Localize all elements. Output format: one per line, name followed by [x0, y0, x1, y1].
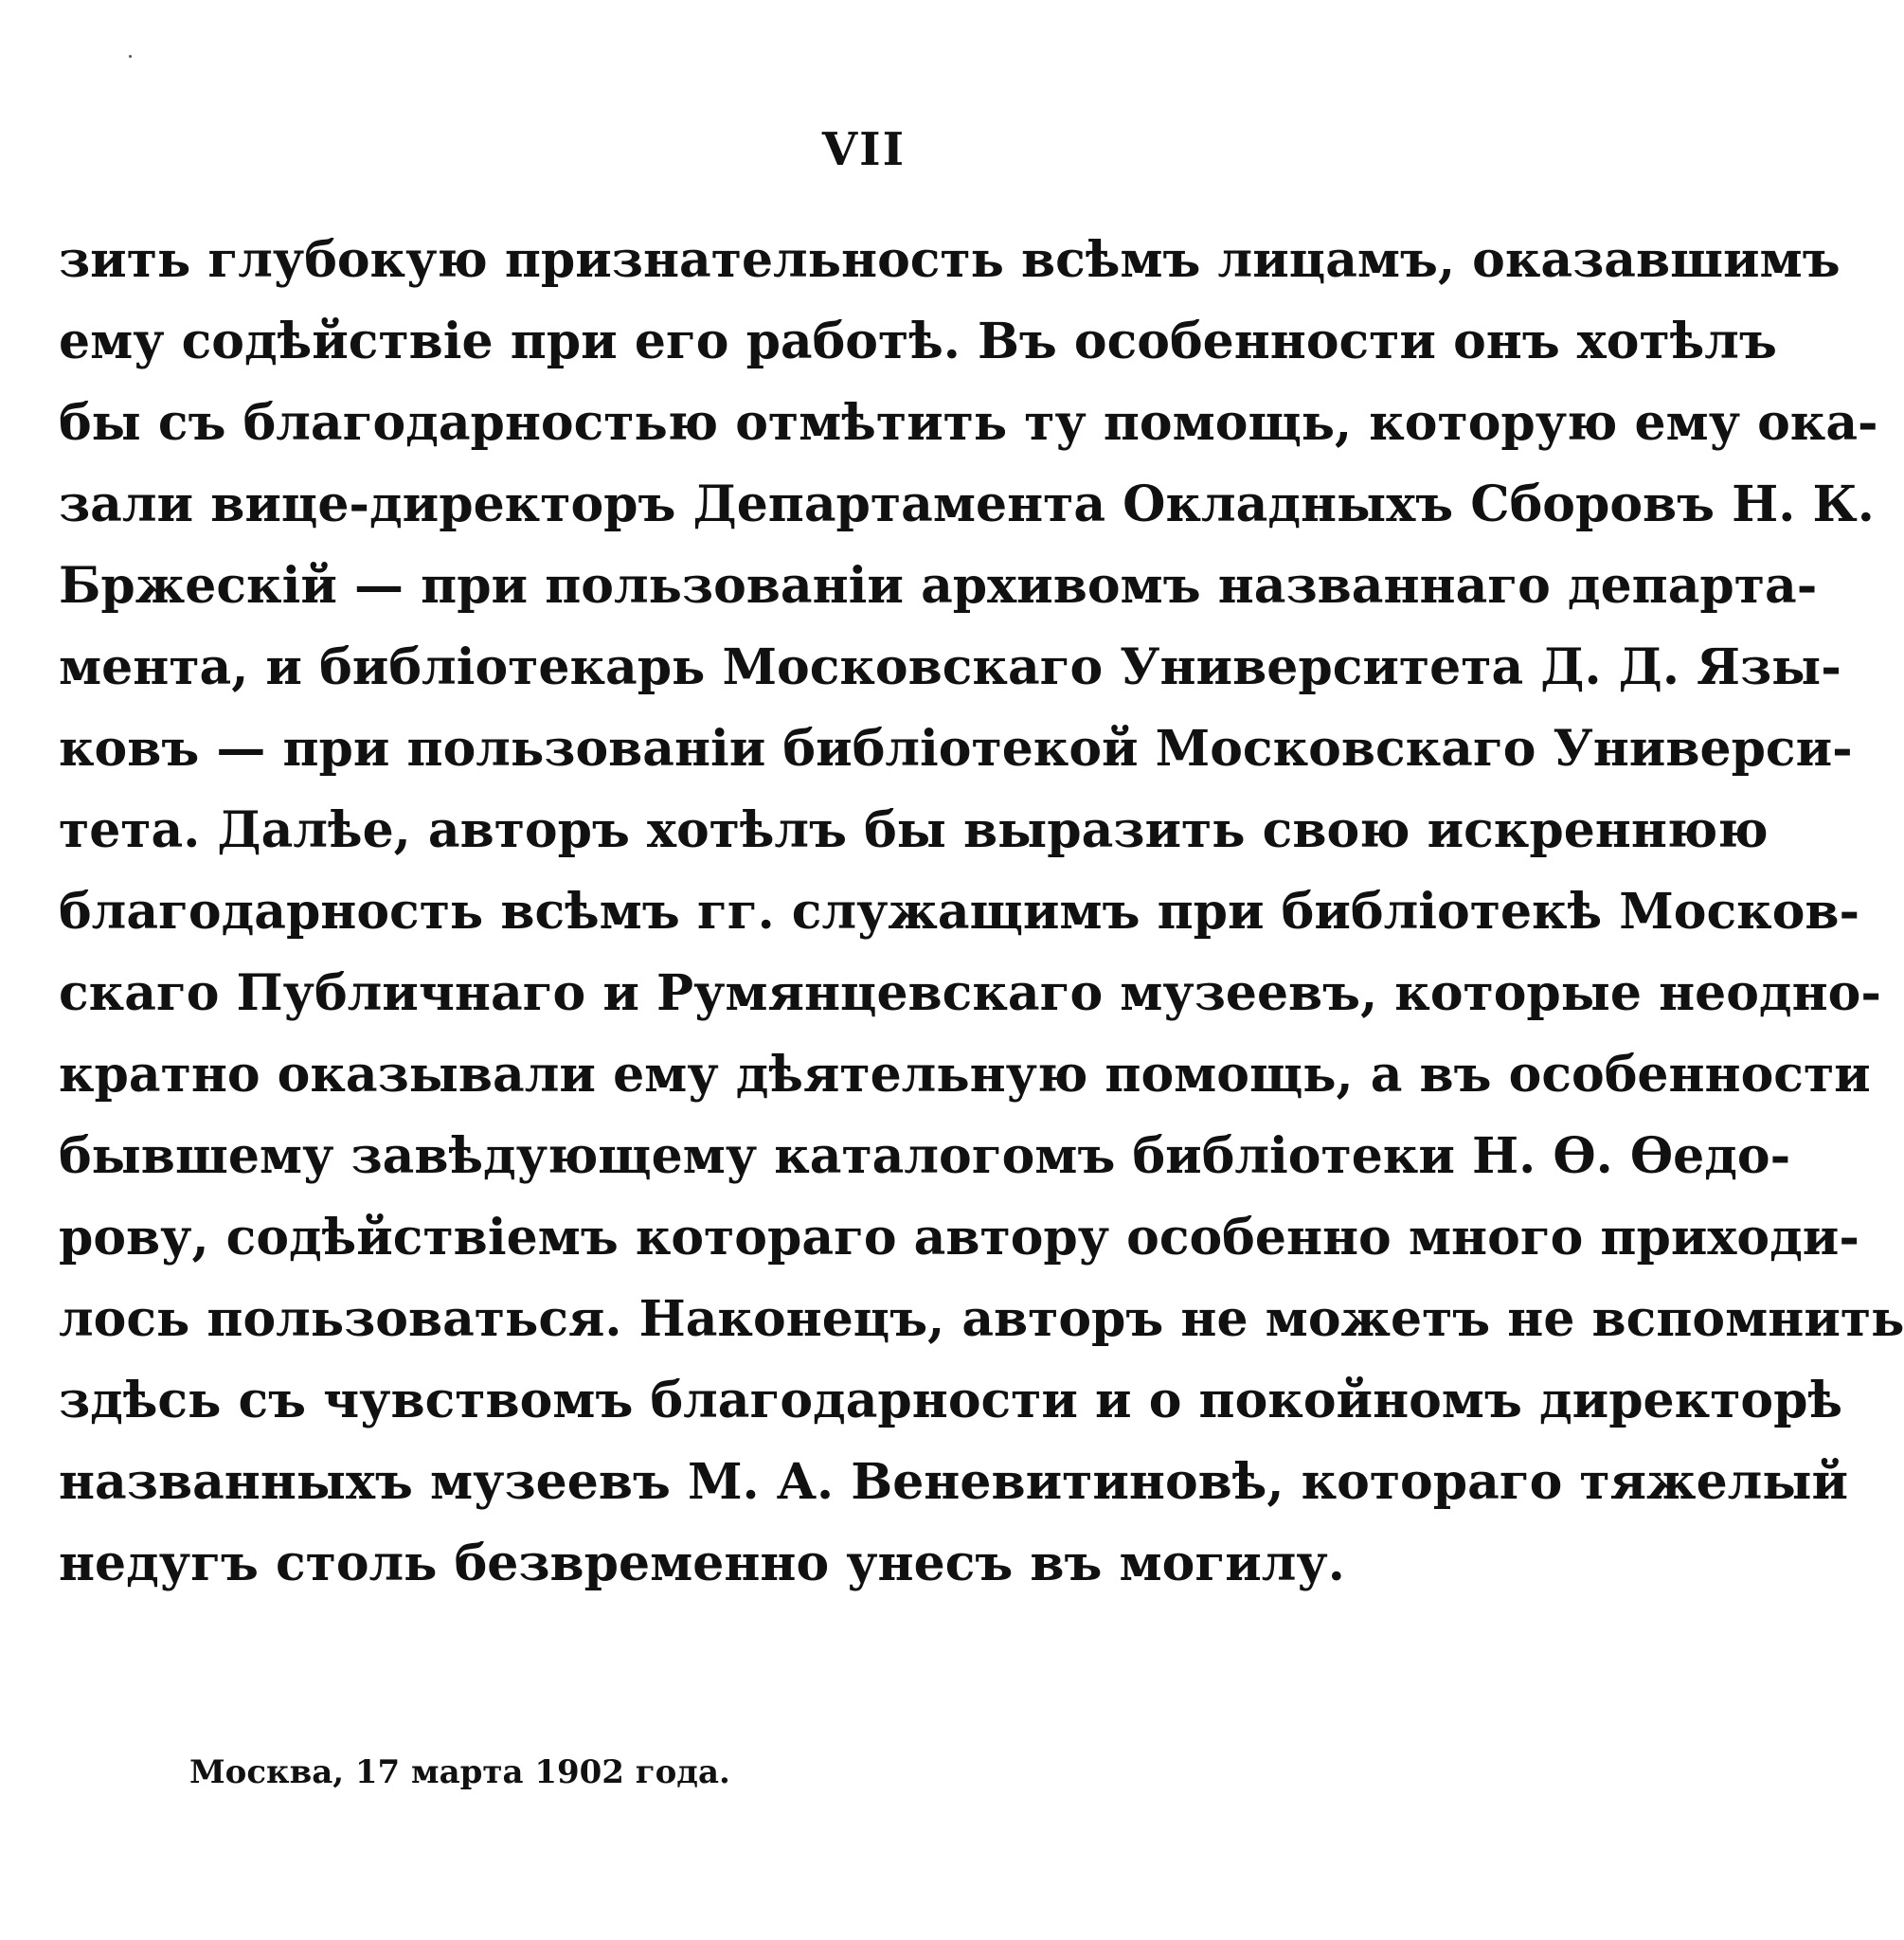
- text-line: здѣсь съ чувствомъ благодарности и о покойномъ директорѣ: [59, 1372, 1843, 1429]
- body-text: [59, 220, 1904, 1605]
- ink-speck: [129, 55, 132, 58]
- text-line: названныхъ музеевъ М. А. Веневитиновѣ, котораго тяжелый: [59, 1453, 1849, 1511]
- text-line: мента, и библіотекарь Московскаго Университета Д. Д. Язы-: [59, 638, 1841, 696]
- text-line: зали вице-директоръ Департамента Окладныхъ Сборовъ Н. К.: [59, 476, 1875, 533]
- text-line: рову, содѣйствіемъ котораго автору особенно много приходи-: [59, 1209, 1859, 1266]
- text-line: бы съ благодарностью отмѣтить ту помощь, которую ему ока-: [59, 394, 1878, 452]
- text-line-last: недугъ столь безвременно унесъ въ могилу.: [59, 1535, 1345, 1592]
- text-line: ковъ — при пользованіи библіотекой Московскаго Универси-: [59, 720, 1853, 778]
- text-line: Бржескій — при пользованіи архивомъ названнаго департа-: [59, 557, 1818, 615]
- text-line: тета. Далѣе, авторъ хотѣлъ бы выразить свою искреннюю: [59, 801, 1769, 859]
- text-line: лось пользоваться. Наконецъ, авторъ не можетъ не вспомнить: [59, 1290, 1904, 1348]
- text-line: ему содѣйствіе при его работѣ. Въ особенности онъ хотѣлъ: [59, 313, 1777, 370]
- page-number: VII: [821, 123, 907, 176]
- text-line: благодарность всѣмъ гг. служащимъ при библіотекѣ Москов-: [59, 883, 1860, 941]
- text-line: зить глубокую признательность всѣмъ лицамъ, оказавшимъ: [59, 231, 1841, 289]
- text-line: кратно оказывали ему дѣятельную помощь, а въ особенности: [59, 1046, 1871, 1104]
- text-line: скаго Публичнаго и Румянцевскаго музеевъ, которые неодно-: [59, 964, 1881, 1022]
- place-date-signature: Москва, 17 марта 1902 года.: [189, 1753, 730, 1791]
- text-line: бывшему завѣдующему каталогомъ библіотеки Н. Ѳ. Ѳедо-: [59, 1127, 1791, 1185]
